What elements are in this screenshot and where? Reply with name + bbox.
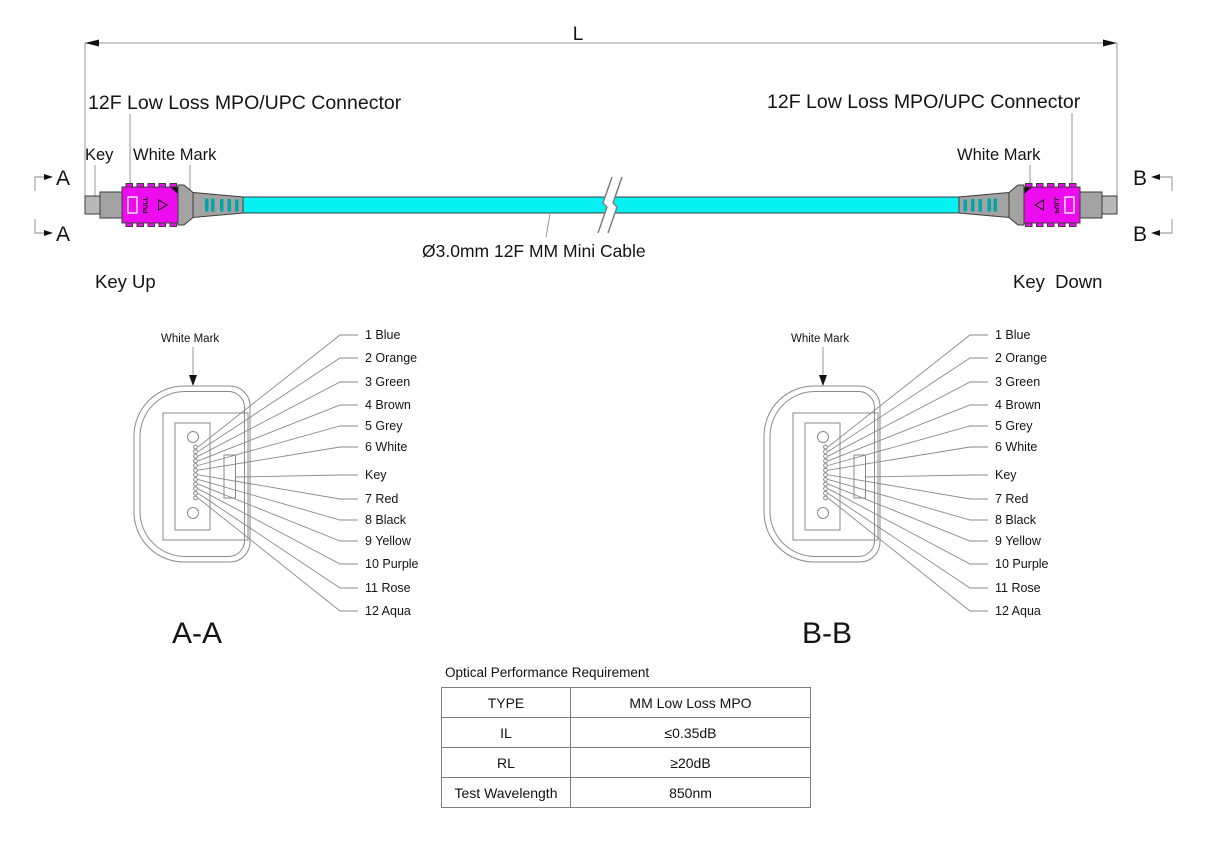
fiber-label: 4 Brown bbox=[365, 398, 411, 412]
fiber-label: 1 Blue bbox=[995, 328, 1031, 342]
section-marker-a-bottom bbox=[35, 219, 70, 246]
optical-performance-section bbox=[441, 665, 811, 808]
guide-pin-hole-bottom bbox=[188, 508, 199, 519]
key-down-label: Key Down bbox=[1013, 271, 1103, 292]
fiber-cable bbox=[243, 197, 959, 213]
table-cell-type-label: TYPE bbox=[442, 688, 571, 718]
table-cell-wavelength-label: Test Wavelength bbox=[442, 778, 571, 808]
fiber-label: 10 Purple bbox=[365, 557, 419, 571]
fiber-label: 10 Purple bbox=[995, 557, 1049, 571]
table-cell-wavelength-value: 850nm bbox=[571, 778, 811, 808]
fiber-label: Key bbox=[995, 468, 1017, 482]
optical-performance-table bbox=[441, 687, 811, 808]
connector-nose bbox=[100, 192, 122, 218]
connector-face-view-b bbox=[764, 335, 988, 611]
right-connector-label: 12F Low Loss MPO/UPC Connector bbox=[767, 91, 1081, 113]
table-cell-rl-value: ≥20dB bbox=[571, 748, 811, 778]
mpo-connector-left bbox=[85, 184, 243, 227]
fiber-label: 11 Rose bbox=[995, 581, 1041, 595]
section-marker-a-top bbox=[35, 167, 70, 191]
table-title: Optical Performance Requirement bbox=[445, 665, 650, 680]
white-mark-label-left: White Mark bbox=[133, 146, 217, 164]
ferrule-tip bbox=[85, 196, 100, 214]
section-letter-b-bottom: B bbox=[1133, 223, 1148, 246]
connector-face-view bbox=[134, 335, 358, 611]
connector-housing bbox=[122, 187, 178, 223]
white-mark-label-right: White Mark bbox=[957, 146, 1041, 164]
table-cell-il-label: IL bbox=[442, 718, 571, 748]
leader-cable-label bbox=[546, 214, 550, 237]
fiber-label: Key bbox=[365, 468, 387, 482]
section-letter-a-bottom: A bbox=[56, 223, 71, 246]
fiber-label: 9 Yellow bbox=[995, 534, 1041, 548]
table-cell-type-value: MM Low Loss MPO bbox=[571, 688, 811, 718]
table-cell-il-value: ≤0.35dB bbox=[571, 718, 811, 748]
fiber-label: 5 Grey bbox=[995, 419, 1033, 433]
fiber-label: 2 Orange bbox=[365, 351, 418, 365]
table-row bbox=[442, 718, 811, 748]
fiber-leader-lines bbox=[198, 335, 358, 611]
face-b-white-mark-label: White Mark bbox=[791, 333, 850, 345]
dim-arrow-right-icon bbox=[1103, 40, 1117, 47]
section-arrow-icon bbox=[1151, 174, 1160, 180]
key-label: Key bbox=[85, 146, 114, 164]
fiber-label: 12 Aqua bbox=[995, 604, 1041, 618]
fiber-label: 11 Rose bbox=[365, 581, 411, 595]
section-marker-b-top bbox=[1133, 167, 1172, 191]
fiber-label: 7 Red bbox=[365, 492, 399, 506]
fiber-label: 8 Black bbox=[365, 513, 406, 527]
mpo-connector-right bbox=[959, 184, 1117, 227]
table-row bbox=[442, 748, 811, 778]
section-arrow-icon bbox=[44, 230, 53, 236]
length-label: L bbox=[572, 24, 584, 45]
fiber-label: 12 Aqua bbox=[365, 604, 411, 618]
white-mark-arrow-icon bbox=[189, 375, 197, 386]
pull-label: PULL bbox=[142, 196, 150, 214]
key-up-label: Key Up bbox=[95, 271, 156, 292]
table-row bbox=[442, 688, 811, 718]
section-arrow-icon bbox=[44, 174, 53, 180]
connector-collar bbox=[178, 185, 193, 225]
table-cell-rl-label: RL bbox=[442, 748, 571, 778]
fiber-holes bbox=[194, 445, 198, 500]
fiber-label: 6 White bbox=[995, 440, 1038, 454]
face-ferrule bbox=[175, 423, 210, 530]
table-row bbox=[442, 778, 811, 808]
section-arrow-icon bbox=[1151, 230, 1160, 236]
fiber-label: 4 Brown bbox=[995, 398, 1041, 412]
face-b-texts bbox=[791, 328, 1049, 650]
fiber-label: 7 Red bbox=[995, 492, 1029, 506]
face-key-slot bbox=[224, 455, 236, 498]
section-letter-b-top: B bbox=[1133, 167, 1148, 190]
dim-arrow-left-icon bbox=[85, 40, 99, 47]
fiber-label: 3 Green bbox=[995, 375, 1041, 389]
fiber-label: 5 Grey bbox=[365, 419, 403, 433]
fiber-label: 3 Green bbox=[365, 375, 411, 389]
section-marker-b-bottom bbox=[1133, 219, 1172, 246]
left-connector-label: 12F Low Loss MPO/UPC Connector bbox=[88, 92, 402, 114]
cable-label: Ø3.0mm 12F MM Mini Cable bbox=[422, 241, 646, 261]
face-a-texts bbox=[161, 328, 419, 650]
face-a-white-mark-label: White Mark bbox=[161, 333, 220, 345]
fiber-label: 2 Orange bbox=[995, 351, 1048, 365]
section-letter-a-top: A bbox=[56, 167, 71, 190]
fiber-label: 8 Black bbox=[995, 513, 1036, 527]
fiber-label: 1 Blue bbox=[365, 328, 401, 342]
view-a-title: A-A bbox=[172, 617, 223, 650]
fiber-label: 9 Yellow bbox=[365, 534, 411, 548]
guide-pin-hole-top bbox=[188, 432, 199, 443]
fiber-label: 6 White bbox=[365, 440, 408, 454]
view-b-title: B-B bbox=[802, 617, 853, 650]
